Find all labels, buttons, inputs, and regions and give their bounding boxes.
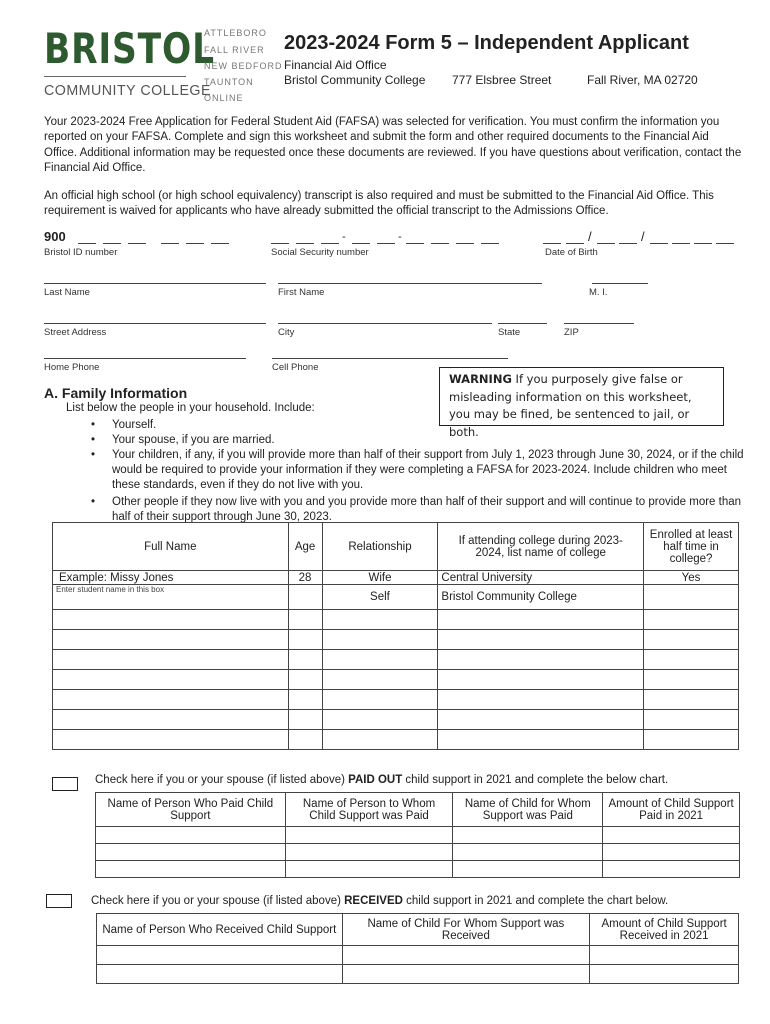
received-support-checkbox[interactable] xyxy=(46,894,72,908)
ssn-label: Social Security number xyxy=(271,247,369,258)
id-blank[interactable] xyxy=(103,243,121,244)
self-college: Bristol Community College xyxy=(438,585,644,610)
paid-support-checkbox[interactable] xyxy=(52,777,78,791)
family-section-heading: A. Family Information xyxy=(44,385,188,401)
received-header: Name of Child For Whom Support was Received xyxy=(342,914,590,946)
id-blank[interactable] xyxy=(128,243,146,244)
first-name-field[interactable] xyxy=(278,283,542,284)
dob-blank[interactable] xyxy=(543,243,561,244)
mi-field[interactable] xyxy=(592,283,648,284)
received-support-instruction: Check here if you or your spouse (if listed above) RECEIVED child support in 2021 and complete the chart below. xyxy=(91,895,669,907)
zip-field[interactable] xyxy=(564,323,634,324)
dob-blank[interactable] xyxy=(694,243,712,244)
table-row xyxy=(53,585,739,610)
table-row[interactable] xyxy=(96,844,740,861)
ssn-blank[interactable] xyxy=(406,243,424,244)
dob-blank[interactable] xyxy=(672,243,690,244)
table-row[interactable] xyxy=(53,710,739,730)
col-header-age: Age xyxy=(288,523,322,571)
paid-header: Amount of Child Support Paid in 2021 xyxy=(603,793,740,827)
office-name: Financial Aid Office xyxy=(284,58,387,72)
home-phone-field[interactable] xyxy=(44,358,246,359)
ssn-blank[interactable] xyxy=(296,243,314,244)
city-field[interactable] xyxy=(278,323,492,324)
self-relationship: Self xyxy=(322,585,438,610)
bullet-text: Your spouse, if you are married. xyxy=(112,434,275,446)
ssn-dash: - xyxy=(342,231,346,243)
state-label: State xyxy=(498,327,521,338)
table-row[interactable] xyxy=(96,861,740,878)
example-row xyxy=(53,571,739,585)
ssn-blank[interactable] xyxy=(431,243,449,244)
home-phone-label: Home Phone xyxy=(44,362,100,373)
transcript-paragraph: An official high school (or high school equivalency) transcript is also required and must be submitted to the Financial Aid Office. This requirement is waived for applicants who have already submitted the official transcript to the Admissions Office. xyxy=(44,190,714,218)
received-header: Name of Person Who Received Child Support xyxy=(97,914,343,946)
dob-blank[interactable] xyxy=(716,243,734,244)
table-row[interactable] xyxy=(53,730,739,750)
id-blank[interactable] xyxy=(211,243,229,244)
dob-blank[interactable] xyxy=(619,243,637,244)
ssn-blank[interactable] xyxy=(377,243,395,244)
street-field[interactable] xyxy=(44,323,266,324)
street-label: Street Address xyxy=(44,327,107,338)
list-item: • Other people if they now live with you and you provide more than half of their support and will continue to provide more than half of their support through June 30, 2023. xyxy=(91,495,751,525)
warning-text: If you purposely give false or misleading information on this worksheet, you may be fined, be sentenced to jail, or both. xyxy=(449,372,692,439)
id-prefix: 900 xyxy=(44,229,66,244)
id-blank[interactable] xyxy=(78,243,96,244)
example-age: 28 xyxy=(288,571,322,585)
city-label: City xyxy=(278,327,295,338)
zip-label: ZIP xyxy=(564,327,579,338)
college-name: Bristol Community College xyxy=(284,73,426,87)
age-cell[interactable] xyxy=(288,585,322,610)
mi-label: M. I. xyxy=(589,287,608,298)
paid-header: Name of Person Who Paid Child Support xyxy=(96,793,286,827)
state-field[interactable] xyxy=(498,323,547,324)
campus-name: NEW BEDFORD xyxy=(204,61,283,71)
last-name-label: Last Name xyxy=(44,287,90,298)
list-item: • Yourself. xyxy=(91,418,751,433)
last-name-field[interactable] xyxy=(44,283,266,284)
received-support-table xyxy=(96,913,739,984)
table-row[interactable] xyxy=(97,946,739,965)
intro-paragraph: Your 2023-2024 Free Application for Federal Student Aid (FAFSA) was selected for verification. You must confirm the information you reported on your FAFSA. Complete and sign this worksheet and submit the form and other required documents to the Financial Aid Office. Additional information may be requested once these documents are reviewed. If you have questions about verification, contact the Financial Aid Office. xyxy=(44,116,742,174)
paid-header: Name of Person to Whom Child Support was Paid xyxy=(285,793,453,827)
household-table xyxy=(52,522,739,750)
ssn-blank[interactable] xyxy=(352,243,370,244)
received-header: Amount of Child Support Received in 2021 xyxy=(590,914,739,946)
campus-name: FALL RIVER xyxy=(204,45,265,55)
dob-slash: / xyxy=(641,229,645,244)
paid-support-table xyxy=(95,792,740,878)
table-row[interactable] xyxy=(53,650,739,670)
list-item: • Your children, if any, if you will provide more than half of their support from July 1, 2023 through June 30, 2024, or if the child would be required to provide your information if they were completing a FAFSA for 2023-2024. Include children who meet these standards, even if they do not live with you. xyxy=(91,448,751,493)
table-row[interactable] xyxy=(53,630,739,650)
ssn-blank[interactable] xyxy=(456,243,474,244)
dob-blank[interactable] xyxy=(597,243,615,244)
first-name-label: First Name xyxy=(278,287,325,298)
logo-subtitle: COMMUNITY COLLEGE xyxy=(44,82,211,99)
paid-support-instruction: Check here if you or your spouse (if listed above) PAID OUT child support in 2021 and complete the below chart. xyxy=(95,774,669,786)
example-enrolled: Yes xyxy=(644,571,739,585)
street-address: 777 Elsbree Street xyxy=(452,73,552,87)
bullet-text: Yourself. xyxy=(112,419,157,431)
dob-blank[interactable] xyxy=(650,243,668,244)
example-name: Example: Missy Jones xyxy=(53,571,289,585)
example-relationship: Wife xyxy=(322,571,438,585)
campus-name: ATTLEBORO xyxy=(204,28,267,38)
paid-header: Name of Child for Whom Support was Paid xyxy=(453,793,603,827)
list-item: • Your spouse, if you are married. xyxy=(91,433,751,448)
bullet-text: Other people if they now live with you and you provide more than half of their support and will continue to provide more than half of their support through June 30, 2023. xyxy=(112,496,742,523)
table-row[interactable] xyxy=(97,965,739,984)
ssn-blank[interactable] xyxy=(271,243,289,244)
ssn-blank[interactable] xyxy=(481,243,499,244)
table-row[interactable] xyxy=(53,610,739,630)
bullet-text: Your children, if any, if you will provide more than half of their support from July 1, 2023 through June 30, 2024, or if the child would be required to provide your information if they were completing a FAFSA for 2023-2024. Include children who meet these standards, even if they do not live with you. xyxy=(112,449,744,491)
household-instructions: List below the people in your household. Include: xyxy=(66,402,315,414)
table-row[interactable] xyxy=(96,827,740,844)
example-college: Central University xyxy=(438,571,644,585)
ssn-dash: - xyxy=(398,231,402,243)
enrolled-cell[interactable] xyxy=(644,585,739,610)
cell-phone-label: Cell Phone xyxy=(272,362,319,373)
form-title: 2023-2024 Form 5 – Independent Applicant xyxy=(284,32,689,54)
col-header-college: If attending college during 2023-2024, list name of college xyxy=(438,523,644,571)
col-header-enrolled: Enrolled at least half time in college? xyxy=(644,523,739,571)
ssn-blank[interactable] xyxy=(321,243,339,244)
dob-blank[interactable] xyxy=(566,243,584,244)
col-header-relationship: Relationship xyxy=(322,523,438,571)
table-row[interactable] xyxy=(53,670,739,690)
city-address: Fall River, MA 02720 xyxy=(587,73,698,87)
col-header-name: Full Name xyxy=(53,523,289,571)
id-label: Bristol ID number xyxy=(44,247,118,258)
campus-name: TAUNTON xyxy=(204,77,254,87)
warning-title: WARNING xyxy=(449,372,512,386)
campus-name: ONLINE xyxy=(204,93,244,103)
id-blank[interactable] xyxy=(186,243,204,244)
logo-divider xyxy=(44,76,186,77)
id-blank[interactable] xyxy=(161,243,179,244)
table-row[interactable] xyxy=(53,690,739,710)
college-logo: BRISTOL xyxy=(44,24,215,73)
student-name-cell[interactable]: Enter student name in this box xyxy=(53,585,289,610)
dob-slash: / xyxy=(588,229,592,244)
cell-phone-field[interactable] xyxy=(272,358,508,359)
dob-label: Date of Birth xyxy=(545,247,598,258)
